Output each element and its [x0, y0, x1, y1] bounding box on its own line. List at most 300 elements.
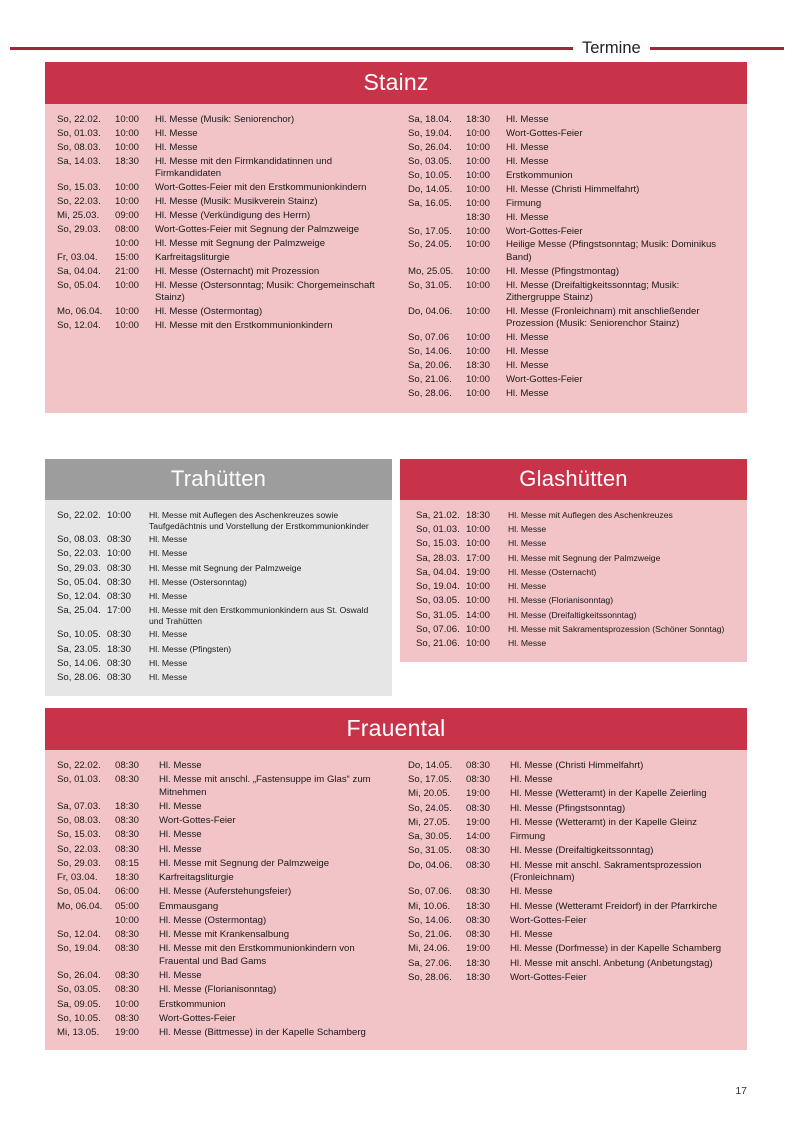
- entry-description: Hl. Messe (Florianisonntag): [508, 595, 614, 606]
- entry-date: So, 24.05.: [408, 802, 452, 814]
- entry-date: So, 15.03.: [57, 181, 101, 193]
- entry-time: 10:00: [466, 581, 491, 593]
- entry-date: Mo, 25.05.: [408, 265, 454, 277]
- entry-date: So, 28.06.: [408, 387, 452, 399]
- table-row: [408, 197, 735, 211]
- entry-description: Wort-Gottes-Feier: [510, 914, 587, 926]
- entry-date: Do, 14.05.: [408, 759, 453, 771]
- entry-description: Erstkommunion: [506, 169, 573, 181]
- entry-description: Hl. Messe: [159, 759, 202, 771]
- glashuetten-column-1: [400, 509, 747, 652]
- stainz-entries-right: [408, 113, 735, 401]
- glashuetten-entries: [416, 509, 735, 652]
- entry-description: Wort-Gottes-Feier: [506, 127, 583, 139]
- entry-time: 08:30: [107, 657, 132, 669]
- entry-time: 10:00: [466, 265, 491, 277]
- table-row: [416, 595, 735, 609]
- entry-time: 10:00: [115, 319, 140, 331]
- entry-description: Hl. Messe mit Auflegen des Aschenkreuzes: [508, 509, 673, 520]
- entry-date: So, 14.06.: [408, 914, 452, 926]
- page-title: Termine: [582, 38, 641, 57]
- entry-time: 15:00: [115, 251, 140, 263]
- table-row: [408, 265, 735, 279]
- entry-date: So, 08.03.: [57, 815, 101, 827]
- table-row: [408, 816, 735, 830]
- entry-time: 10:00: [466, 239, 491, 251]
- entry-date: So, 22.03.: [57, 195, 101, 207]
- section-stainz: [45, 62, 747, 413]
- entry-date: So, 10.05.: [57, 629, 101, 641]
- entry-description: Hl. Messe: [149, 672, 188, 683]
- section-glashuetten: [400, 459, 747, 662]
- table-row: [408, 279, 735, 305]
- entry-description: Hl. Messe: [508, 581, 547, 592]
- entry-description: Wort-Gottes-Feier: [510, 971, 587, 983]
- entry-date: Fr, 03.04.: [57, 872, 98, 884]
- entry-date: So, 22.02.: [57, 113, 101, 125]
- entry-description: Hl. Messe: [506, 345, 549, 357]
- frauental-entries-left: [57, 759, 384, 1040]
- entry-date: So, 10.05.: [57, 1012, 101, 1024]
- entry-time: 10:00: [466, 331, 491, 343]
- entry-time: 10:00: [466, 169, 491, 181]
- entry-date: Mi, 13.05.: [57, 1027, 100, 1039]
- table-row: [57, 509, 380, 533]
- entry-time: 10:00: [466, 623, 491, 635]
- entry-description: Hl. Messe: [159, 843, 202, 855]
- table-row: [408, 359, 735, 373]
- entry-description: Erstkommunion: [159, 998, 226, 1010]
- entry-date: So, 22.03.: [57, 843, 101, 855]
- entry-time: 05:00: [115, 900, 140, 912]
- table-row: [408, 830, 735, 844]
- entry-time: 18:30: [466, 359, 491, 371]
- table-row: [408, 845, 735, 859]
- entry-date: So, 21.06.: [408, 373, 452, 385]
- page-number: 17: [735, 1085, 747, 1097]
- section-title-stainz: Stainz: [45, 62, 747, 104]
- entry-description: Emmausgang: [159, 900, 219, 912]
- entry-description: Hl. Messe mit den Firmkandidatinnen und Firmkandidaten: [155, 155, 333, 179]
- table-row: [408, 773, 735, 787]
- entry-description: Hl. Messe (Ostermontag): [155, 305, 263, 317]
- table-row: [408, 957, 735, 971]
- entry-time: 10:00: [115, 237, 140, 249]
- entry-date: So, 12.04.: [57, 929, 101, 941]
- section-body-frauental: [45, 750, 747, 1050]
- entry-description: Hl. Messe (Ostersonntag): [149, 576, 247, 587]
- entry-description: Hl. Messe: [506, 113, 549, 125]
- entry-date: So, 29.03.: [57, 562, 101, 574]
- entry-date: So, 08.03.: [57, 141, 101, 153]
- frauental-column-1: [45, 759, 396, 1040]
- entry-description: Hl. Messe (Musik: Seniorenchor): [155, 113, 295, 125]
- entry-time: 08:30: [115, 815, 140, 827]
- trahuetten-entries: [57, 509, 380, 686]
- entry-time: 21:00: [115, 265, 140, 277]
- entry-date: Sa, 14.03.: [57, 155, 101, 167]
- entry-date: So, 12.04.: [57, 591, 101, 603]
- entry-time: 08:30: [466, 929, 491, 941]
- table-row: [57, 969, 384, 983]
- table-row: [57, 814, 384, 828]
- table-row: [57, 562, 380, 576]
- entry-description: Wort-Gottes-Feier: [506, 225, 583, 237]
- entry-time: 18:30: [466, 211, 491, 223]
- entry-date: Sa, 04.04.: [57, 265, 101, 277]
- entry-description: Hl. Messe mit anschl. Anbetung (Anbetungstag): [510, 957, 713, 969]
- table-row: [408, 914, 735, 928]
- entry-description: Hl. Messe: [506, 331, 549, 343]
- entry-date: So, 05.04.: [57, 886, 101, 898]
- entry-time: 17:00: [466, 552, 491, 564]
- entry-description: Hl. Messe (Wetteramt) in der Kapelle Gleinz: [510, 816, 697, 828]
- entry-date: So, 17.05.: [408, 774, 452, 786]
- table-row: [408, 900, 735, 914]
- entry-date: [57, 914, 115, 928]
- entry-time: 17:00: [107, 605, 132, 617]
- table-row: [57, 181, 384, 195]
- entry-time: 18:30: [466, 509, 491, 521]
- entry-date: Do, 14.05.: [408, 183, 453, 195]
- entry-time: 10:00: [466, 197, 491, 209]
- table-row: [57, 914, 384, 928]
- entry-date: Sa, 21.02.: [416, 509, 460, 521]
- entry-date: So, 19.04.: [408, 127, 452, 139]
- header-rule-right: [650, 47, 784, 50]
- entry-time: 10:00: [466, 524, 491, 536]
- entry-time: 19:00: [115, 1027, 140, 1039]
- table-row: [416, 609, 735, 623]
- entry-description: Hl. Messe (Dreifaltigkeitssonntag): [510, 845, 654, 857]
- entry-time: 10:00: [115, 914, 140, 926]
- entry-description: Heilige Messe (Pfingstsonntag; Musik: Dominikus Band): [506, 239, 717, 263]
- table-row: [416, 580, 735, 594]
- table-row: [57, 885, 384, 899]
- entry-description: Hl. Messe: [506, 211, 549, 223]
- section-body-glashuetten: [400, 500, 747, 662]
- entry-description: Hl. Messe: [149, 591, 188, 602]
- table-row: [57, 590, 380, 604]
- entry-time: 10:00: [466, 345, 491, 357]
- table-row: [408, 345, 735, 359]
- entry-date: So, 12.04.: [57, 319, 101, 331]
- entry-time: 19:00: [466, 816, 491, 828]
- entry-date: [57, 237, 115, 251]
- table-row: [57, 828, 384, 842]
- entry-date: So, 03.05.: [416, 595, 460, 607]
- entry-time: 14:00: [466, 609, 491, 621]
- table-row: [57, 1012, 384, 1026]
- entry-description: Wort-Gottes-Feier mit den Erstkommunionkindern: [155, 181, 367, 193]
- entry-description: Hl. Messe: [508, 524, 547, 535]
- entry-date: So, 22.02.: [57, 759, 101, 771]
- entry-time: 10:00: [115, 181, 140, 193]
- section-title-trahuetten: Trahütten: [45, 459, 392, 500]
- entry-date: So, 07.06: [408, 331, 450, 343]
- entry-description: Hl. Messe (Osternacht) mit Prozession: [155, 265, 320, 277]
- entry-date: So, 07.06.: [408, 886, 452, 898]
- table-row: [57, 223, 384, 237]
- entry-description: Hl. Messe: [159, 829, 202, 841]
- entry-description: Hl. Messe (Dreifaltigkeitssonntag): [508, 609, 637, 620]
- entry-description: Hl. Messe: [506, 141, 549, 153]
- table-row: [57, 998, 384, 1012]
- entry-description: Wort-Gottes-Feier mit Segnung der Palmzweige: [155, 223, 360, 235]
- stainz-column-2: [396, 113, 747, 401]
- table-row: [416, 566, 735, 580]
- entry-time: 08:30: [115, 970, 140, 982]
- entry-time: 08:30: [466, 886, 491, 898]
- table-row: [57, 141, 384, 155]
- entry-time: 18:30: [115, 155, 140, 167]
- entry-time: 10:00: [466, 279, 491, 291]
- entry-time: 06:00: [115, 886, 140, 898]
- frauental-column-2: [396, 759, 747, 1040]
- entry-description: Hl. Messe (Ostersonntag; Musik: Chorgemeinschaft Stainz): [155, 279, 375, 303]
- table-row: [408, 942, 735, 956]
- entry-description: Hl. Messe: [159, 970, 202, 982]
- entry-description: Hl. Messe mit Sakramentsprozession (Schöner Sonntag): [508, 623, 725, 634]
- entry-time: 08:30: [115, 943, 140, 955]
- entry-time: 14:00: [466, 831, 491, 843]
- entry-date: So, 21.06.: [416, 638, 460, 650]
- entry-description: Hl. Messe mit den Erstkommunionkindern: [155, 319, 333, 331]
- entry-description: Hl. Messe: [510, 774, 553, 786]
- entry-description: Hl. Messe: [149, 534, 188, 545]
- entry-description: Hl. Messe (Musik: Musikverein Stainz): [155, 195, 318, 207]
- table-row: [408, 331, 735, 345]
- entry-date: So, 31.05.: [416, 609, 460, 621]
- table-row: [408, 802, 735, 816]
- entry-date: So, 26.04.: [57, 970, 101, 982]
- entry-time: 08:30: [107, 672, 132, 684]
- entry-date: So, 26.04.: [408, 141, 452, 153]
- table-row: [408, 141, 735, 155]
- table-row: [57, 155, 384, 181]
- table-row: [408, 113, 735, 127]
- entry-description: Hl. Messe (Verkündigung des Herrn): [155, 209, 311, 221]
- table-row: [57, 900, 384, 914]
- entry-date: So, 22.02.: [57, 509, 101, 521]
- entry-time: 08:30: [107, 576, 132, 588]
- entry-date: So, 03.05.: [408, 155, 452, 167]
- entry-date: So, 24.05.: [408, 239, 452, 251]
- table-row: [57, 604, 380, 628]
- entry-description: Hl. Messe mit Segnung der Palmzweige: [149, 562, 302, 573]
- entry-description: Hl. Messe mit anschl. Sakramentsprozession (Fronleichnam): [510, 859, 702, 884]
- table-row: [408, 183, 735, 197]
- entry-description: Hl. Messe: [149, 548, 188, 559]
- entry-date: So, 15.03.: [416, 538, 460, 550]
- entry-description: Hl. Messe (Wetteramt) in der Kapelle Zeierling: [510, 788, 707, 800]
- table-row: [408, 859, 735, 886]
- entry-description: Hl. Messe (Fronleichnam) mit anschließender Prozession (Musik: Seniorenchor Stainz): [506, 305, 700, 329]
- entry-date: Sa, 09.05.: [57, 998, 101, 1010]
- entry-time: 08:30: [107, 534, 132, 546]
- entry-description: Hl. Messe: [149, 657, 188, 668]
- table-row: [408, 971, 735, 985]
- entry-description: Hl. Messe: [155, 127, 198, 139]
- entry-date: Fr, 03.04.: [57, 251, 98, 263]
- entry-date: Mo, 06.04.: [57, 900, 103, 912]
- section-title-frauental: Frauental: [45, 708, 747, 750]
- table-row: [57, 773, 384, 800]
- entry-description: Hl. Messe mit Segnung der Palmzweige: [508, 552, 661, 563]
- entry-date: Sa, 18.04.: [408, 113, 452, 125]
- entry-time: 08:30: [466, 759, 491, 771]
- entry-date: Do, 04.06.: [408, 305, 453, 317]
- entry-date: Mi, 20.05.: [408, 788, 451, 800]
- entry-time: 10:00: [466, 155, 491, 167]
- table-row: [408, 788, 735, 802]
- table-row: [57, 928, 384, 942]
- entry-date: So, 14.06.: [57, 657, 101, 669]
- entry-time: 08:15: [115, 857, 140, 869]
- entry-description: Hl. Messe: [510, 929, 553, 941]
- entry-time: 09:00: [115, 209, 140, 221]
- table-row: [416, 637, 735, 651]
- entry-time: 08:00: [115, 223, 140, 235]
- entry-date: Do, 04.06.: [408, 859, 453, 871]
- table-row: [408, 387, 735, 401]
- entry-time: 08:30: [107, 591, 132, 603]
- trahuetten-column-1: [45, 509, 392, 686]
- entry-time: 18:30: [466, 971, 491, 983]
- entry-description: Firmung: [510, 831, 546, 843]
- entry-description: Hl. Messe: [506, 155, 549, 167]
- entry-time: 10:00: [115, 127, 140, 139]
- entry-time: 10:00: [107, 548, 132, 560]
- entry-description: Hl. Messe: [506, 359, 549, 371]
- entry-description: Hl. Messe mit Segnung der Palmzweige: [155, 237, 326, 249]
- entry-description: Hl. Messe (Dreifaltigkeitssonntag; Musik: Zithergruppe Stainz): [506, 279, 680, 303]
- entry-time: 08:30: [115, 759, 140, 771]
- table-row: [57, 305, 384, 319]
- table-row: [57, 759, 384, 773]
- entry-time: 19:00: [466, 566, 491, 578]
- table-row: [408, 239, 735, 265]
- entry-description: Hl. Messe mit Segnung der Palmzweige: [159, 857, 330, 869]
- entry-description: Wort-Gottes-Feier: [159, 1012, 236, 1024]
- entry-description: Hl. Messe: [506, 387, 549, 399]
- section-frauental: [45, 708, 747, 1050]
- entry-time: 10:00: [466, 183, 491, 195]
- entry-time: 18:30: [466, 957, 491, 969]
- table-row: [57, 800, 384, 814]
- table-row: [57, 643, 380, 657]
- table-row: [408, 885, 735, 899]
- entry-date: Sa, 27.06.: [408, 957, 452, 969]
- entry-description: Hl. Messe (Florianisonntag): [159, 984, 277, 996]
- table-row: [416, 552, 735, 566]
- entry-description: Hl. Messe: [510, 886, 553, 898]
- entry-date: So, 15.03.: [57, 829, 101, 841]
- table-row: [57, 195, 384, 209]
- entry-description: Hl. Messe (Bittmesse) in der Kapelle Schamberg: [159, 1027, 366, 1039]
- entry-date: So, 31.05.: [408, 845, 452, 857]
- entry-date: So, 28.06.: [408, 971, 452, 983]
- entry-date: Sa, 16.05.: [408, 197, 452, 209]
- entry-date: So, 01.03.: [57, 774, 101, 786]
- table-row: [416, 538, 735, 552]
- entry-date: Mi, 10.06.: [408, 900, 451, 912]
- entry-date: Mo, 06.04.: [57, 305, 103, 317]
- entry-date: So, 22.03.: [57, 548, 101, 560]
- table-row: [57, 209, 384, 223]
- entry-date: So, 19.04.: [57, 943, 101, 955]
- entry-date: So, 14.06.: [408, 345, 452, 357]
- entry-description: Hl. Messe (Christi Himmelfahrt): [510, 759, 644, 771]
- entry-description: Karfreitagsliturgie: [159, 872, 234, 884]
- entry-date: So, 21.06.: [408, 929, 452, 941]
- entry-time: 19:00: [466, 943, 491, 955]
- entry-time: 08:30: [115, 1012, 140, 1024]
- entry-time: 08:30: [115, 843, 140, 855]
- entry-time: 10:00: [115, 113, 140, 125]
- entry-description: Hl. Messe mit anschl. „Fastensuppe im Glas“ zum Mitnehmen: [159, 774, 371, 798]
- entry-time: 08:30: [466, 845, 491, 857]
- entry-date: So, 07.06.: [416, 623, 460, 635]
- entry-description: Wort-Gottes-Feier: [159, 815, 236, 827]
- entry-date: So, 10.05.: [408, 169, 452, 181]
- table-row: [57, 113, 384, 127]
- entry-time: 10:00: [466, 373, 491, 385]
- entry-date: So, 31.05.: [408, 279, 452, 291]
- table-row: [408, 225, 735, 239]
- entry-date: So, 01.03.: [416, 524, 460, 536]
- entry-description: Hl. Messe (Pfingstsonntag): [510, 802, 626, 814]
- section-title-glashuetten: Glashütten: [400, 459, 747, 500]
- entry-date: Sa, 23.05.: [57, 643, 101, 655]
- entry-date: Mi, 25.03.: [57, 209, 100, 221]
- table-row: [416, 623, 735, 637]
- table-row: [416, 523, 735, 537]
- entry-description: Hl. Messe mit Krankensalbung: [159, 929, 290, 941]
- table-row: [57, 1026, 384, 1040]
- table-row: [408, 169, 735, 183]
- entry-date: So, 01.03.: [57, 127, 101, 139]
- entry-description: Wort-Gottes-Feier: [506, 373, 583, 385]
- entry-date: So, 03.05.: [57, 984, 101, 996]
- entry-time: 10:00: [466, 387, 491, 399]
- table-row: [57, 127, 384, 141]
- entry-description: Hl. Messe (Christi Himmelfahrt): [506, 183, 640, 195]
- stainz-entries-left: [57, 113, 384, 333]
- entry-time: 08:30: [466, 859, 491, 871]
- table-row: [57, 251, 384, 265]
- table-row: [408, 211, 735, 225]
- entry-description: Hl. Messe (Osternacht): [508, 566, 597, 577]
- table-row: [57, 576, 380, 590]
- entry-time: 10:00: [115, 141, 140, 153]
- table-row: [57, 533, 380, 547]
- entry-date: Sa, 20.06.: [408, 359, 452, 371]
- entry-description: Hl. Messe (Dorfmesse) in der Kapelle Schamberg: [510, 943, 722, 955]
- entry-time: 18:30: [115, 872, 140, 884]
- entry-description: Hl. Messe: [508, 538, 547, 549]
- entry-time: 10:00: [466, 595, 491, 607]
- entry-description: Hl. Messe mit Auflegen des Aschenkreuzes sowie Taufgedächtnis und Vorstellung der Erstkommunionkinder: [149, 509, 369, 532]
- entry-description: Hl. Messe: [155, 141, 198, 153]
- table-row: [57, 319, 384, 333]
- entry-time: 19:00: [466, 788, 491, 800]
- entry-date: So, 29.03.: [57, 857, 101, 869]
- entry-time: 18:30: [115, 800, 140, 812]
- table-row: [57, 983, 384, 997]
- entry-description: Hl. Messe: [508, 638, 547, 649]
- entry-date: Sa, 28.03.: [416, 552, 460, 564]
